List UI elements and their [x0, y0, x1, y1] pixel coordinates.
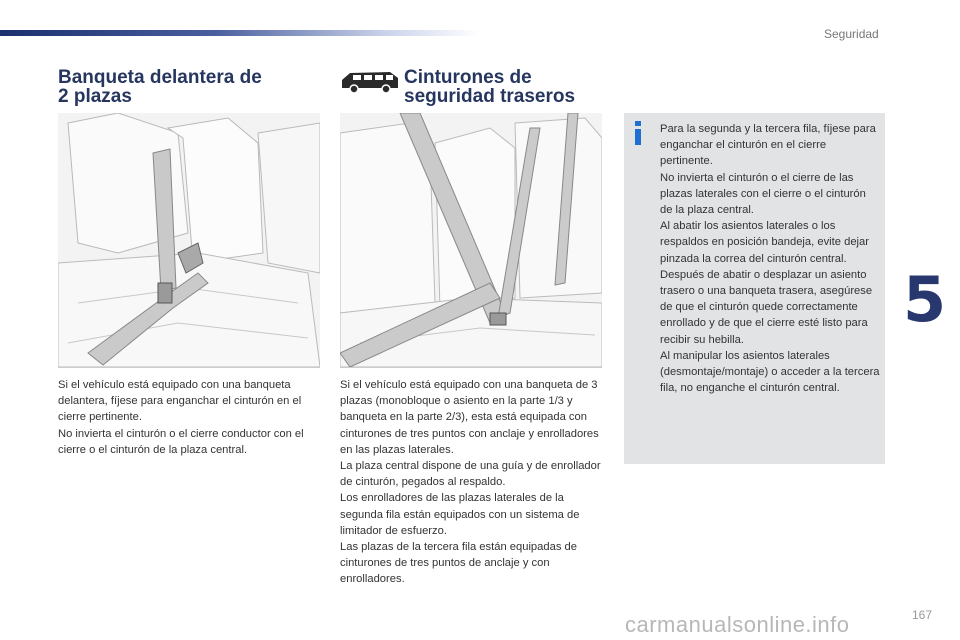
- right-paragraph: La plaza central dispone de una guía y de enrollador de cinturón, pegados al respaldo.: [340, 460, 601, 489]
- left-title-line-2: 2 plazas: [58, 86, 132, 107]
- front-bench-seatbelt-illustration: [58, 113, 320, 368]
- info-paragraph: Al manipular los asientos laterales (desmontaje/montaje) o acceder a la tercera fila, no enganche el cinturón central.: [660, 349, 880, 395]
- van-icon: [340, 68, 400, 94]
- info-paragraph: Al abatir los asientos laterales o los respaldos en posición bandeja, evite dejar pinzada la correa del cinturón central.: [660, 220, 869, 265]
- right-title-line-2: seguridad traseros: [404, 86, 576, 107]
- watermark: carmanualsonline.info: [625, 612, 850, 637]
- left-title-line-1: Banqueta delantera de: [58, 67, 262, 88]
- chapter-number: 5: [903, 263, 947, 336]
- info-paragraph: No invierta el cinturón o el cierre de las plazas laterales con el cierre o el cinturón de la plaza central.: [660, 171, 866, 217]
- right-paragraph: Los enrolladores de las plazas laterales de la segunda fila están equipados con un sistema de limitador de esfuerzo.: [340, 492, 580, 537]
- info-icon: [634, 121, 642, 145]
- info-box-text: [660, 121, 880, 396]
- section-label: Seguridad: [824, 27, 879, 41]
- page-number: 167: [912, 608, 933, 622]
- header-accent-bar: [0, 30, 480, 36]
- left-section-body: [58, 377, 322, 458]
- left-section-title: [58, 68, 318, 106]
- right-title-line-1: Cinturones de: [404, 67, 532, 88]
- info-paragraph: Después de abatir o desplazar un asiento trasero o una banqueta trasera, asegúrese de que el cinturón quede correctamente enrollado y de que el cierre esté listo para recibir su hebilla.: [660, 268, 873, 346]
- left-paragraph: Si el vehículo está equipado con una banqueta delantera, fíjese para enganchar el cinturón en el cierre pertinente.: [58, 379, 302, 424]
- right-section-body: [340, 377, 602, 588]
- info-paragraph: Para la segunda y la tercera fila, fíjese para enganchar el cinturón en el cierre pertinente.: [660, 123, 876, 168]
- right-paragraph: Las plazas de la tercera fila están equipadas de cinturones de tres puntos de anclaje y con enrolladores.: [340, 541, 577, 586]
- right-paragraph: Si el vehículo está equipado con una banqueta de 3 plazas (monobloque o asiento en la parte 1/3 y banqueta en la parte 2/3), esta está equipada con cinturones de tres puntos con anclaje y enrolladores en las plazas laterales.: [340, 379, 599, 456]
- rear-seatbelt-illustration: [340, 113, 602, 368]
- right-section-title: [404, 68, 604, 106]
- info-box: [624, 113, 885, 464]
- left-paragraph: No invierta el cinturón o el cierre conductor con el cierre o el cinturón de la plaza central.: [58, 427, 304, 456]
